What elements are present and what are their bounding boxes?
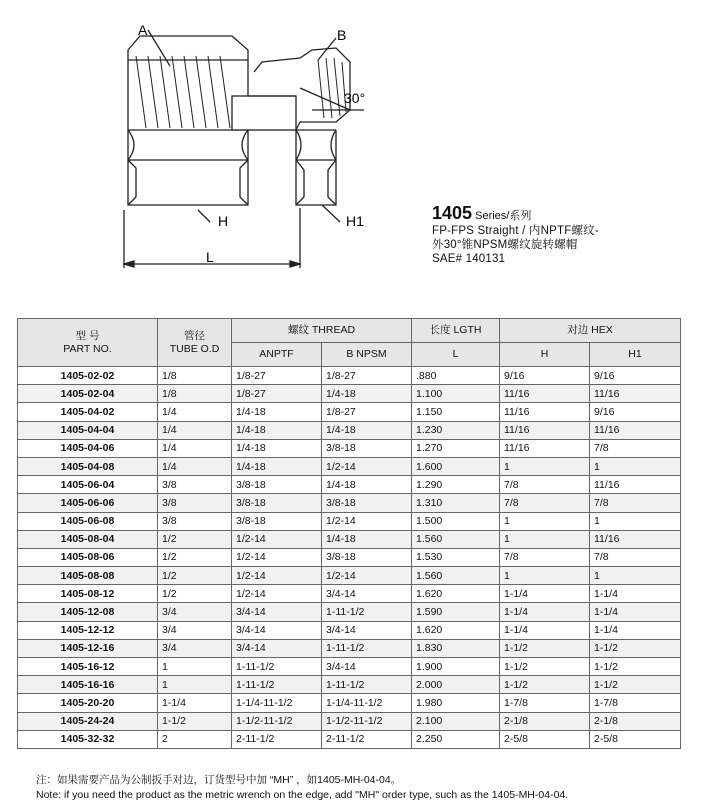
- table-row: [18, 367, 681, 385]
- hex-h1-cell: 7/8: [590, 548, 681, 566]
- hex-h-cell: 11/16: [500, 421, 590, 439]
- tube-cell: 1/8: [158, 367, 232, 385]
- hex-h-cell: 1: [500, 457, 590, 475]
- hex-h-cell: 1: [500, 512, 590, 530]
- hex-h1-cell: 1-1/2: [590, 676, 681, 694]
- anptf-cell: 1/2-14: [232, 548, 322, 566]
- table-row: [18, 676, 681, 694]
- hex-h1-cell: 1-7/8: [590, 694, 681, 712]
- table-row: [18, 457, 681, 475]
- part-number-cell: 1405-04-04: [18, 421, 158, 439]
- tube-cell: 1: [158, 658, 232, 676]
- part-number-cell: 1405-12-12: [18, 621, 158, 639]
- bnpsm-cell: 3/8-18: [322, 439, 412, 457]
- series-line2: 外30°锥NPSM螺纹旋转螺帽: [432, 239, 578, 251]
- tube-cell: 1/4: [158, 457, 232, 475]
- tube-cell: 1/2: [158, 530, 232, 548]
- anptf-cell: 1/8-27: [232, 385, 322, 403]
- hex-h1-cell: 1-1/2: [590, 639, 681, 657]
- table-row: [18, 512, 681, 530]
- table-row: [18, 694, 681, 712]
- anptf-cell: 3/4-14: [232, 603, 322, 621]
- part-number-cell: 1405-08-12: [18, 585, 158, 603]
- part-number-cell: 1405-04-08: [18, 457, 158, 475]
- header-length: 长度 LGTH: [412, 319, 500, 343]
- part-number-cell: 1405-04-02: [18, 403, 158, 421]
- table-row: [18, 730, 681, 748]
- length-cell: 1.620: [412, 585, 500, 603]
- tube-cell: 1: [158, 676, 232, 694]
- hex-h1-cell: 1-1/2: [590, 658, 681, 676]
- hex-h-cell: 1-7/8: [500, 694, 590, 712]
- bnpsm-cell: 1-1/2-11-1/2: [322, 712, 412, 730]
- header-anptf: ANPTF: [232, 343, 322, 367]
- table-row: [18, 585, 681, 603]
- table-row: [18, 548, 681, 566]
- anptf-cell: 3/8-18: [232, 494, 322, 512]
- tube-cell: 3/8: [158, 476, 232, 494]
- hex-h1-cell: 11/16: [590, 476, 681, 494]
- hex-h-cell: 7/8: [500, 494, 590, 512]
- hex-h1-cell: 11/16: [590, 530, 681, 548]
- anptf-cell: 1/2-14: [232, 530, 322, 548]
- header-h1: H1: [590, 343, 681, 367]
- length-cell: 1.100: [412, 385, 500, 403]
- tube-cell: 1/4: [158, 421, 232, 439]
- anptf-cell: 1-11-1/2: [232, 676, 322, 694]
- note-cn: 注：如果需要产品为公制扳手对边，订货型号中加 “MH” ，如1405-MH-04-04。: [36, 774, 402, 786]
- table-row: [18, 603, 681, 621]
- length-cell: 1.980: [412, 694, 500, 712]
- anptf-cell: 1/2-14: [232, 567, 322, 585]
- anptf-cell: 1/4-18: [232, 403, 322, 421]
- hex-h1-cell: 9/16: [590, 367, 681, 385]
- length-cell: 1.150: [412, 403, 500, 421]
- bnpsm-cell: 1/2-14: [322, 567, 412, 585]
- hex-h1-cell: 1-1/4: [590, 585, 681, 603]
- anptf-cell: 1/4-18: [232, 421, 322, 439]
- anptf-cell: 3/8-18: [232, 512, 322, 530]
- hex-h1-cell: 1-1/4: [590, 603, 681, 621]
- header-bnpsm: B NPSM: [322, 343, 412, 367]
- part-number-cell: 1405-06-04: [18, 476, 158, 494]
- header-h: H: [500, 343, 590, 367]
- bnpsm-cell: 1/2-14: [322, 512, 412, 530]
- tube-cell: 1/2: [158, 585, 232, 603]
- table-row: [18, 421, 681, 439]
- part-number-cell: 1405-12-08: [18, 603, 158, 621]
- bnpsm-cell: 1/2-14: [322, 457, 412, 475]
- length-cell: 1.560: [412, 530, 500, 548]
- series-line1: FP-FPS Straight / 内NPTF螺纹-: [432, 225, 599, 237]
- bnpsm-cell: 1-11-1/2: [322, 676, 412, 694]
- length-cell: 1.600: [412, 457, 500, 475]
- table-row: [18, 567, 681, 585]
- hex-h-cell: 1: [500, 567, 590, 585]
- bnpsm-cell: 1-1/4-11-1/2: [322, 694, 412, 712]
- label-b: B: [337, 27, 347, 43]
- header-l: L: [412, 343, 500, 367]
- length-cell: 1.270: [412, 439, 500, 457]
- table-row: [18, 476, 681, 494]
- series-code: 1405: [432, 203, 473, 223]
- length-cell: 1.830: [412, 639, 500, 657]
- hex-h1-cell: 11/16: [590, 385, 681, 403]
- part-number-cell: 1405-06-08: [18, 512, 158, 530]
- length-cell: 1.310: [412, 494, 500, 512]
- part-number-cell: 1405-08-06: [18, 548, 158, 566]
- header-thread: 螺纹 THREAD: [232, 319, 412, 343]
- length-cell: 1.500: [412, 512, 500, 530]
- part-number-cell: 1405-32-32: [18, 730, 158, 748]
- hex-h-cell: 2-1/8: [500, 712, 590, 730]
- hex-h1-cell: 2-1/8: [590, 712, 681, 730]
- tube-cell: 1/8: [158, 385, 232, 403]
- hex-h1-cell: 1-1/4: [590, 621, 681, 639]
- anptf-cell: 1/4-18: [232, 457, 322, 475]
- header-hex: 对边 HEX: [500, 319, 681, 343]
- anptf-cell: 1-11-1/2: [232, 658, 322, 676]
- length-cell: 2.100: [412, 712, 500, 730]
- hex-h-cell: 1-1/2: [500, 676, 590, 694]
- part-number-cell: 1405-04-06: [18, 439, 158, 457]
- hex-h1-cell: 7/8: [590, 494, 681, 512]
- table-row: [18, 621, 681, 639]
- label-l: L: [206, 249, 214, 265]
- label-angle: 30°: [344, 90, 366, 106]
- bnpsm-cell: 1/4-18: [322, 421, 412, 439]
- tube-cell: 3/8: [158, 512, 232, 530]
- hex-h-cell: 1-1/4: [500, 585, 590, 603]
- anptf-cell: 3/4-14: [232, 639, 322, 657]
- anptf-cell: 1/4-18: [232, 439, 322, 457]
- label-h: H: [218, 213, 229, 229]
- tube-cell: 1/2: [158, 567, 232, 585]
- part-number-cell: 1405-24-24: [18, 712, 158, 730]
- hex-h1-cell: 1: [590, 512, 681, 530]
- tube-cell: 3/4: [158, 603, 232, 621]
- part-number-cell: 1405-06-06: [18, 494, 158, 512]
- tube-cell: 2: [158, 730, 232, 748]
- part-number-cell: 1405-02-02: [18, 367, 158, 385]
- hex-h-cell: 2-5/8: [500, 730, 590, 748]
- part-number-cell: 1405-16-12: [18, 658, 158, 676]
- table-row: [18, 403, 681, 421]
- bnpsm-cell: 1/8-27: [322, 403, 412, 421]
- hex-h-cell: 1-1/4: [500, 603, 590, 621]
- tube-cell: 1-1/4: [158, 694, 232, 712]
- table-row: [18, 639, 681, 657]
- hex-h1-cell: 11/16: [590, 421, 681, 439]
- length-cell: .880: [412, 367, 500, 385]
- table-row: [18, 494, 681, 512]
- hex-h-cell: 7/8: [500, 548, 590, 566]
- part-number-cell: 1405-20-20: [18, 694, 158, 712]
- header-tube: 管径 TUBE O.D: [158, 319, 232, 367]
- bnpsm-cell: 1/8-27: [322, 367, 412, 385]
- hex-h-cell: 11/16: [500, 403, 590, 421]
- tube-cell: 3/4: [158, 639, 232, 657]
- hex-h1-cell: 2-5/8: [590, 730, 681, 748]
- bnpsm-cell: 1/4-18: [322, 476, 412, 494]
- label-a: A: [138, 22, 148, 38]
- hex-h1-cell: 1: [590, 567, 681, 585]
- bnpsm-cell: 3/4-14: [322, 658, 412, 676]
- table-row: [18, 439, 681, 457]
- tube-cell: 1/2: [158, 548, 232, 566]
- hex-h-cell: 9/16: [500, 367, 590, 385]
- series-suffix: Series/系列: [475, 210, 532, 222]
- part-number-cell: 1405-08-08: [18, 567, 158, 585]
- bnpsm-cell: 1/4-18: [322, 385, 412, 403]
- series-description: [432, 203, 599, 266]
- table-row: [18, 658, 681, 676]
- length-cell: 1.590: [412, 603, 500, 621]
- bnpsm-cell: 1-11-1/2: [322, 603, 412, 621]
- table-row: [18, 385, 681, 403]
- tube-cell: 1/4: [158, 439, 232, 457]
- bnpsm-cell: 3/4-14: [322, 621, 412, 639]
- spec-table: [17, 318, 681, 749]
- length-cell: 1.620: [412, 621, 500, 639]
- bnpsm-cell: 3/8-18: [322, 494, 412, 512]
- bnpsm-cell: 2-11-1/2: [322, 730, 412, 748]
- tube-cell: 3/4: [158, 621, 232, 639]
- bnpsm-cell: 3/4-14: [322, 585, 412, 603]
- hex-h-cell: 11/16: [500, 385, 590, 403]
- hex-h1-cell: 7/8: [590, 439, 681, 457]
- bnpsm-cell: 1/4-18: [322, 530, 412, 548]
- part-number-cell: 1405-12-16: [18, 639, 158, 657]
- hex-h-cell: 1: [500, 530, 590, 548]
- hex-h-cell: 1-1/2: [500, 658, 590, 676]
- hex-h1-cell: 9/16: [590, 403, 681, 421]
- anptf-cell: 1/2-14: [232, 585, 322, 603]
- length-cell: 2.250: [412, 730, 500, 748]
- hex-h-cell: 1-1/2: [500, 639, 590, 657]
- series-sae: SAE# 140131: [432, 253, 506, 265]
- length-cell: 1.530: [412, 548, 500, 566]
- hex-h-cell: 1-1/4: [500, 621, 590, 639]
- bnpsm-cell: 1-11-1/2: [322, 639, 412, 657]
- hex-h1-cell: 1: [590, 457, 681, 475]
- label-h1: H1: [346, 213, 364, 229]
- table-row: [18, 712, 681, 730]
- anptf-cell: 3/8-18: [232, 476, 322, 494]
- length-cell: 1.230: [412, 421, 500, 439]
- length-cell: 2.000: [412, 676, 500, 694]
- header-part: 型 号 PART NO.: [18, 319, 158, 367]
- note-en: Note: if you need the product as the metric wrench on the edge, add "MH" order type, such as the 1405-MH-04-04.: [36, 789, 569, 801]
- bnpsm-cell: 3/8-18: [322, 548, 412, 566]
- length-cell: 1.900: [412, 658, 500, 676]
- part-number-cell: 1405-16-16: [18, 676, 158, 694]
- anptf-cell: 2-11-1/2: [232, 730, 322, 748]
- tube-cell: 1-1/2: [158, 712, 232, 730]
- length-cell: 1.560: [412, 567, 500, 585]
- hex-h-cell: 7/8: [500, 476, 590, 494]
- anptf-cell: 1/8-27: [232, 367, 322, 385]
- part-number-cell: 1405-08-04: [18, 530, 158, 548]
- anptf-cell: 1-1/4-11-1/2: [232, 694, 322, 712]
- length-cell: 1.290: [412, 476, 500, 494]
- notes: [36, 773, 568, 803]
- tube-cell: 1/4: [158, 403, 232, 421]
- tube-cell: 3/8: [158, 494, 232, 512]
- hex-h-cell: 11/16: [500, 439, 590, 457]
- part-number-cell: 1405-02-04: [18, 385, 158, 403]
- table-row: [18, 530, 681, 548]
- anptf-cell: 1-1/2-11-1/2: [232, 712, 322, 730]
- anptf-cell: 3/4-14: [232, 621, 322, 639]
